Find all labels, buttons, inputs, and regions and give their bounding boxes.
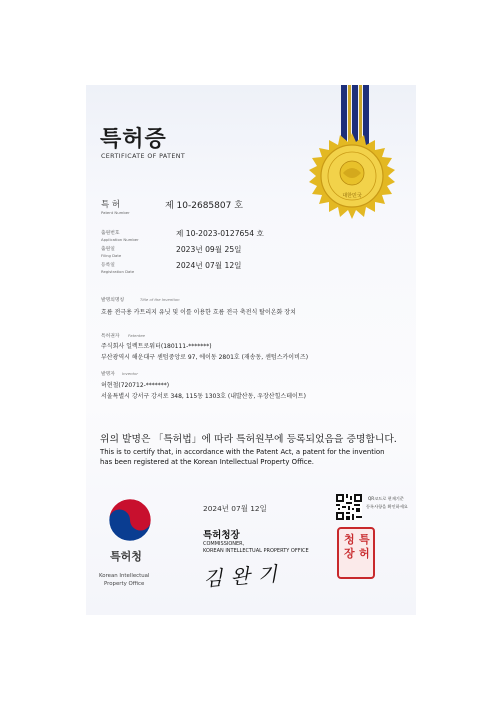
registration-date: 2024년 07월 12일 bbox=[176, 261, 242, 270]
patentee-name: 주식회사 일렉트로워터(180111-*******) bbox=[101, 343, 212, 350]
application-number: 제 10-2023-0127654 호 bbox=[176, 229, 264, 238]
qr-code-icon bbox=[336, 494, 362, 520]
certification-en-1: This is to certify that, in accordance with the Patent Act, a patent for the invention bbox=[100, 448, 385, 456]
office-name-en-2: Property Office bbox=[104, 581, 145, 587]
inventor-label-en: Inventor bbox=[122, 371, 138, 376]
page-subtitle: CERTIFICATE OF PATENT bbox=[101, 153, 186, 160]
registration-label-en: Registration Date bbox=[101, 269, 135, 274]
inventor-address: 서울특별시 강서구 강서로 348, 115동 1303호 (내발산동, 우장산힐스테이트) bbox=[101, 393, 306, 400]
qr-code[interactable] bbox=[336, 494, 362, 520]
commissioner-title-en-1: COMMISSIONER, bbox=[203, 541, 245, 547]
patent-label-en: Patent Number bbox=[101, 210, 130, 215]
invention-label: 발명의명칭 bbox=[101, 298, 125, 303]
patent-label: 특 허 bbox=[101, 200, 121, 210]
certification-en-2: has been registered at the Korean Intellectual Property Office. bbox=[100, 458, 314, 466]
certification-ko: 위의 발명은 「특허법」에 따라 특허원부에 등록되었음을 증명합니다. bbox=[100, 434, 397, 445]
office-name-en-1: Korean Intellectual bbox=[99, 573, 150, 579]
patentee-address: 부산광역시 해운대구 센텀중앙로 97, 에이동 2801호 (재송동, 센텀스카이비즈) bbox=[101, 354, 309, 361]
seal-text: 대한민국 bbox=[342, 193, 362, 199]
stamp-char-3: 청 bbox=[344, 533, 355, 546]
stamp-char-1: 특 bbox=[359, 533, 370, 546]
inventor-label: 발명자 bbox=[101, 372, 115, 377]
taegeuk-logo-icon bbox=[107, 497, 153, 543]
gold-seal-icon bbox=[309, 133, 395, 219]
application-label: 출원번호 bbox=[101, 231, 120, 236]
signature: 김완기 bbox=[202, 561, 286, 591]
patent-number: 제 10-2685807 호 bbox=[165, 201, 243, 211]
kipo-logo bbox=[107, 497, 153, 543]
invention-title: 흐름 전극용 카트리지 유닛 및 이를 이용한 흐름 전극 축전식 탈이온화 장치 bbox=[101, 309, 296, 316]
qr-note-1: QR코드로 현재기준 bbox=[368, 496, 404, 501]
patentee-label-en: Patentee bbox=[128, 333, 146, 338]
gold-seal bbox=[309, 133, 395, 219]
commissioner-title-en-2: KOREAN INTELLECTUAL PROPERTY OFFICE bbox=[203, 548, 309, 554]
filing-date: 2023년 09월 25일 bbox=[176, 245, 242, 254]
patentee-label: 특허권자 bbox=[101, 334, 120, 339]
registration-label: 등록일 bbox=[101, 263, 115, 268]
issue-date: 2024년 07월 12일 bbox=[203, 504, 267, 513]
stamp-char-2: 허 bbox=[359, 547, 370, 560]
filing-label: 출원일 bbox=[101, 247, 115, 252]
page-title: 특허증 bbox=[100, 127, 167, 152]
commissioner-title-ko: 특허청장 bbox=[203, 530, 240, 541]
office-name-ko: 특허청 bbox=[110, 550, 142, 563]
filing-label-en: Filing Date bbox=[101, 253, 122, 258]
qr-note-2: 등록사항을 확인하세요 bbox=[366, 504, 408, 509]
stamp-char-4: 장 bbox=[344, 547, 355, 560]
official-stamp bbox=[337, 527, 375, 579]
inventor-name: 허현철(720712-*******) bbox=[101, 382, 170, 389]
invention-label-en: Title of the Invention bbox=[140, 297, 180, 302]
application-label-en: Application Number bbox=[101, 237, 139, 242]
